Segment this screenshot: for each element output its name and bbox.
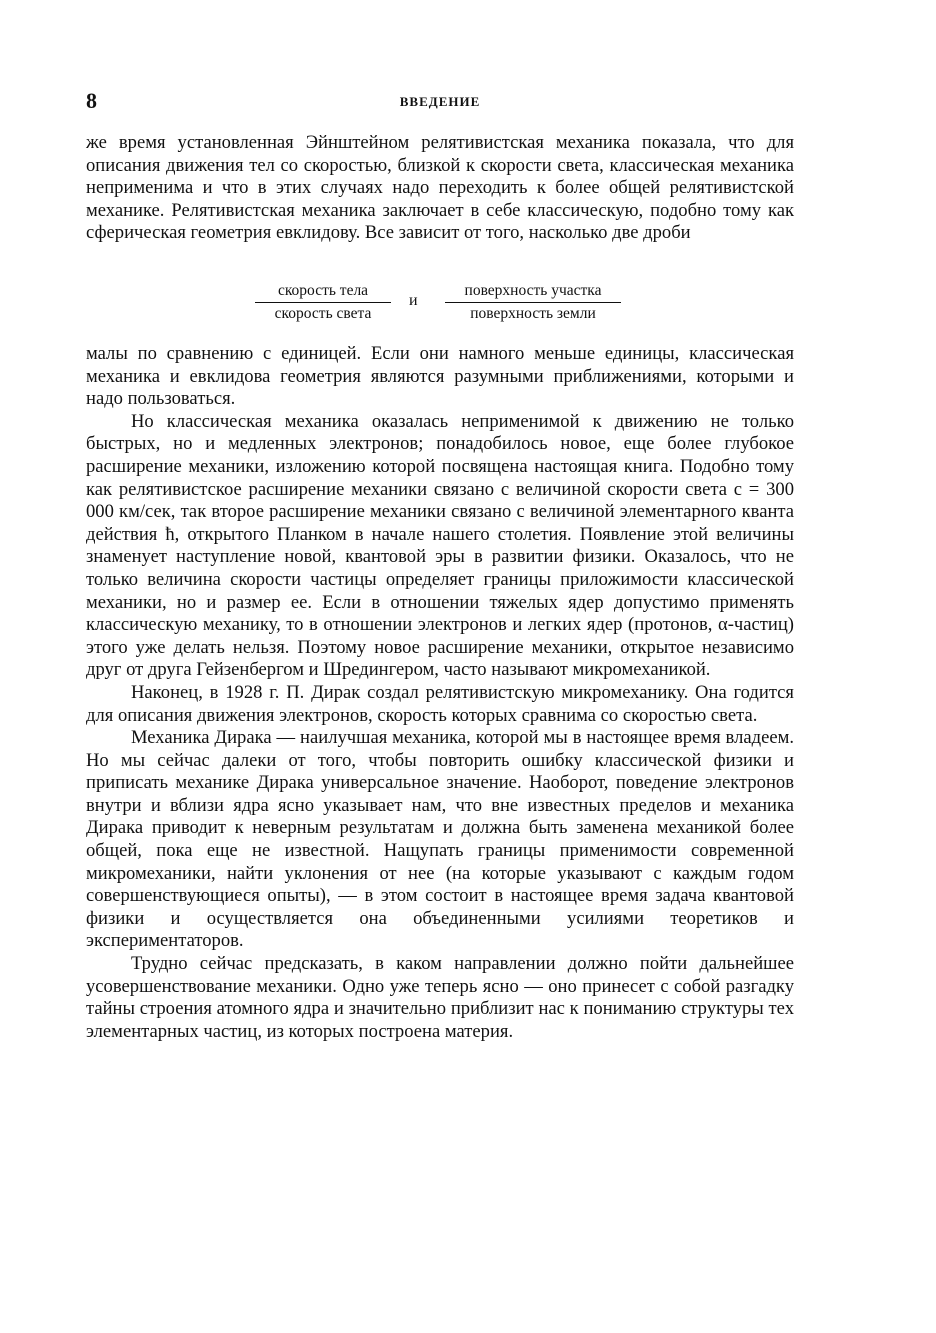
text-block-main	[86, 343, 794, 1043]
running-title: ВВЕДЕНИЕ	[399, 94, 481, 109]
paragraph-4: Наконец, в 1928 г. П. Дирак создал релятивистскую микромеханику. Она годится для описания движения электронов, скорость которых сравнима со скоростью света.	[86, 681, 794, 726]
paragraph-3: Но классическая механика оказалась неприменимой к движению не только быстрых, но и медленных электронов; понадобилось новое, еще более глубокое расширение механики, изложению которой посвящена настоящая книга. Подобно тому как релятивистское расширение механики связано с величиной скорости света c = 300 000 км/сек, так второе расширение механики связано с величиной элементарного кванта действия ħ, открытого Планком в начале нашего столетия. Появление этой величины знаменует наступление новой, квантовой эры в развитии физики. Оказалось, что не только величина скорости частицы определяет границы приложимости классической механики, но и размер ее. Если в отношении тяжелых ядер допустимо применять классическую механику, то в отношении электронов и легких ядер (протонов, α-частиц) этого уже делать нельзя. Поэтому новое расширение механики, открытое независимо друг от друга Гейзенбергом и Шредингером, часто называют микромеханикой.	[86, 410, 794, 681]
fraction-surface	[445, 282, 621, 323]
fraction-speed-numerator: скорость тела	[255, 282, 391, 303]
text-block-top	[86, 132, 794, 245]
paragraph-2: малы по сравнению с единицей. Если они намного меньше единицы, классическая механика и евклидова геометрия являются разумными приближениями, которыми и надо пользоваться.	[86, 343, 794, 410]
paragraph-5: Механика Дирака — наилучшая механика, которой мы в настоящее время владеем. Но мы сейчас далеки от того, чтобы повторить ошибку классической физики и приписать механике Дирака универсальное значение. Наоборот, поведение электронов внутри и вблизи ядра ясно указывает нам, что вне известных пределов и механика Дирака приводит к неверным результатам и должна быть заменена механикой более общей, пока еще не известной. Нащупать границы применимости современной микромеханики, найти уклонения от нее (на которые указывают с каждым годом совершенствующиеся опыты), — в этом состоит в настоящее время задача квантовой физики и осуществляется она объединенными усилиями теоретиков и экспериментаторов.	[86, 727, 794, 952]
fraction-surface-numerator: поверхность участка	[445, 282, 621, 303]
paragraph-1: же время установленная Эйнштейном релятивистская механика показала, что для описания движения тел со скоростью, близкой к скорости света, классическая механика неприменима и что в этих случаях надо переходить к более общей релятивистской механике. Релятивистская механика заключает в себе классическую, подобно тому как сферическая геометрия евклидову. Все зависит от того, насколько две дроби	[86, 132, 794, 244]
fraction-speed-denominator: скорость света	[274, 305, 372, 322]
fraction-surface-denominator: поверхность земли	[470, 305, 596, 322]
fraction-formula	[255, 282, 635, 326]
page-header	[86, 88, 794, 114]
fraction-speed	[255, 282, 391, 323]
paragraph-6: Трудно сейчас предсказать, в каком направлении должно пойти дальнейшее усовершенствование механики. Одно уже теперь ясно — оно принесет с собой разгадку тайны строения атомного ядра и значительно приблизит нас к пониманию структуры тех элементарных частиц, из которых построена материя.	[86, 953, 794, 1042]
page-number: 8	[86, 88, 97, 113]
fraction-conjunction: и	[409, 292, 418, 309]
